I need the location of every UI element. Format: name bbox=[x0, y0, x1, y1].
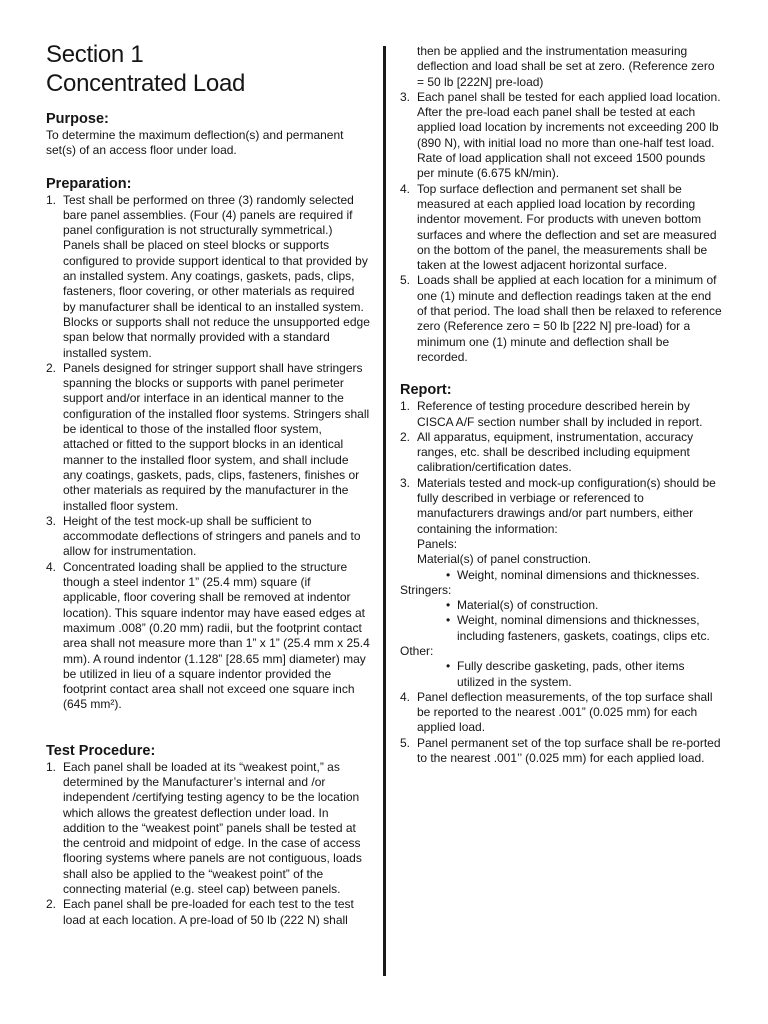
panels-label: Panels: bbox=[417, 536, 458, 551]
section-number: Section 1 bbox=[46, 41, 144, 68]
list-item-text: Each panel shall be loaded at its “weakest point,” as determined by the Manufacturer’s internal and /or independent /certifying testing agency to be the location which allows the greatest deflection under load. In addition to the “weakest point” panels shall be tested at the centroid and midpoint of edge. In the case of access flooring systems where panels are not contiguous, loads shall also be applied to the “weakest point” of the connecting material (e.g. steel cap) between panels. bbox=[63, 759, 362, 897]
list-item-text: Height of the test mock-up shall be sufficient to accommodate deflections of stringers and panels and to allow for instrumentation. bbox=[63, 513, 361, 559]
stringers-label: Stringers: bbox=[400, 582, 452, 597]
bullet-item: • Weight, nominal dimensions and thicknesses. bbox=[400, 568, 722, 583]
purpose-heading: Purpose: bbox=[46, 111, 109, 127]
preparation-list bbox=[46, 193, 370, 713]
list-item: 1. Each panel shall be loaded at its “weakest point,” as determined by the Manufacturer’s internal and /or independent /certifying testing agency to be the location which allows the greatest deflection under load. In addition to the “weakest point” panels shall be tested at the centroid and midpoint of edge. In the case of access flooring systems where panels are not contiguous, loads shall also be applied to the “weakest point” of the connecting material (e.g. steel cap) between panels. bbox=[46, 759, 362, 897]
list-item: 5. Loads shall be applied at each location for a minimum of one (1) minute and deflection readings taken at the end of that period. The load shall then be relaxed to reference zero (Reference zero = 50 lb [222 N] pre-load) for a minimum one (1) minute and deflection shall be recorded. bbox=[400, 273, 722, 364]
list-item: 4. Panel deflection measurements, of the top surface shall be reported to the nearest .001” (0.025 mm) for each applied load. bbox=[400, 689, 713, 735]
list-item: 3. Height of the test mock-up shall be sufficient to accommodate deflections of stringers and panels and to allow for instrumentation. bbox=[46, 513, 361, 559]
test-procedure-list bbox=[46, 760, 370, 928]
left-column bbox=[46, 0, 370, 928]
list-item-text: All apparatus, equipment, instrumentation, accuracy ranges, etc. shall be described including equipment calibration/certification dates. bbox=[417, 429, 694, 475]
materials-breakdown bbox=[400, 537, 722, 690]
bullet-item: • Weight, nominal dimensions and thicknesses, including fasteners, gaskets, coatings, clips etc. bbox=[400, 613, 722, 644]
purpose-text: To determine the maximum deflection(s) and permanent set(s) of an access floor under load. bbox=[46, 128, 344, 158]
list-item: 3. Each panel shall be tested for each applied load location. After the pre-load each panel shall be tested at each applied load location by increments not exceeding 200 lb (890 N), with initial load no more than one-half test load. Rate of load application shall not exceed 1500 pounds per minute (6.675 kN/min). bbox=[400, 89, 721, 181]
list-item-text: Panel deflection measurements, of the top surface shall be reported to the nearest .001” (0.025 mm) for each applied load. bbox=[417, 689, 713, 735]
column-divider bbox=[383, 46, 386, 976]
list-item: 5. Panel permanent set of the top surface shall be re-ported to the nearest .001’’ (0.025 mm) for each applied load. bbox=[400, 735, 721, 766]
list-item-text: Test shall be performed on three (3) randomly selected bare panel assemblies. (Four (4) panels are required if panel configuration is not structurally symmetrical.) Panels shall be placed on steel blocks or supports configured to provide support identical to that provided by an installed system. Any coatings, gaskets, pads, clips, fasteners, floor covering, or other materials as required by manufacturer shall be identical to an installed system. Blocks or supports shall not reduce the unsupported edge span below that normally provided with a standard installed system. bbox=[63, 192, 370, 360]
list-item-continued bbox=[400, 44, 722, 90]
list-item-text: Loads shall be applied at each location for a minimum of one (1) minute and deflection readings taken at the end of that period. The load shall then be relaxed to reference zero (Reference zero = 50 lb [222 N] pre-load) for a minimum one (1) minute and deflection shall be recorded. bbox=[417, 273, 722, 364]
list-item-text: Materials tested and mock-up configuration(s) should be fully described in verbiage or referenced to manufacturers drawings and/or part numbers, either containing the information: bbox=[417, 475, 716, 536]
report-heading: Report: bbox=[400, 382, 452, 399]
list-item: 4. Concentrated loading shall be applied to the structure though a steel indentor 1” (25.4 mm) square (if applicable, floor covering shall be removed at indentor location). This square indentor may have eased edges at maximum .008” (0.20 mm) radii, but the footprint contact area shall not measure more than 1” x 1” (25.4 mm x 25.4 mm). A round indentor (1.128” [28.65 mm] diameter) may be utilized in lieu of a square indentor provided the footprint contact area shall not exceed one square inch (645 mm²). bbox=[46, 559, 370, 712]
bullet-item: • Material(s) of construction. bbox=[400, 598, 722, 613]
list-item: 2. Panels designed for stringer support shall have stringers spanning the blocks or supports with panel perimeter support and/or interface in an identical manner to the configuration of the installed floor systems. Stringers shall be identical to those of the installed floor system, attached or fitted to the support blocks in an identical manner to the installed floor system, and shall include any coatings, gaskets, pads, clips, fasteners, finishes or other materials as required by the manufacturer in the installed floor system. bbox=[46, 360, 370, 513]
list-item: 3. Materials tested and mock-up configuration(s) should be fully described in verbiage or referenced to manufacturers drawings and/or part numbers, either containing the information: bbox=[400, 475, 716, 536]
list-item: 1. Test shall be performed on three (3) randomly selected bare panel assemblies. (Four (4) panels are required if panel configuration is not structurally symmetrical.) Panels shall be placed on steel blocks or supports configured to provide support identical to that provided by an installed system. Any coatings, gaskets, pads, clips, fasteners, floor covering, or other materials as required by manufacturer shall be identical to an installed system. Blocks or supports shall not reduce the unsupported edge span below that normally provided with a standard installed system. bbox=[46, 192, 370, 360]
panels-material: Material(s) of panel construction. bbox=[417, 552, 592, 567]
list-item: 4. Top surface deflection and permanent set shall be measured at each applied load location by recording indentor movement. For products with uneven bottom surfaces and where the deflection and set are measured on the bottom of the panel, the measurements shall be taken at the lowest adjacent horizontal surface. bbox=[400, 181, 717, 273]
right-column bbox=[400, 0, 722, 766]
list-item-text: Concentrated loading shall be applied to the structure though a steel indentor 1” (25.4 mm) square (if applicable, floor covering shall be removed at indentor location). This square indentor may have eased edges at maximum .008” (0.20 mm) radii, but the footprint contact area shall not measure more than 1” x 1” (25.4 mm x 25.4 mm). A round indentor (1.128” [28.65 mm] diameter) may be utilized in lieu of a square indentor provided the footprint contact area shall not exceed one square inch (645 mm²). bbox=[63, 559, 370, 712]
list-item-text: Each panel shall be tested for each applied load location. After the pre-load each panel shall be tested at each applied load location by increments not exceeding 200 lb (890 N), with initial load no more than one-half test load. Rate of load application shall not exceed 1500 pounds per minute (6.675 kN/min). bbox=[417, 89, 721, 181]
other-label: Other: bbox=[400, 643, 434, 658]
list-item: 1. Reference of testing procedure described herein by CISCA A/F section number shall by included in report. bbox=[400, 399, 703, 429]
page-title: Concentrated Load bbox=[46, 70, 246, 97]
list-item: 2. Each panel shall be pre-loaded for each test to the test load at each location. A pre-load of 50 lb (222 N) shall bbox=[46, 897, 354, 927]
test-procedure-heading: Test Procedure: bbox=[46, 742, 156, 759]
list-item: 2. All apparatus, equipment, instrumentation, accuracy ranges, etc. shall be described including equipment calibration/certification dates. bbox=[400, 429, 694, 475]
list-item-text: Reference of testing procedure described herein by CISCA A/F section number shall by included in report. bbox=[417, 399, 703, 429]
list-item-text: Panel permanent set of the top surface shall be re-ported to the nearest .001’’ (0.025 mm) for each applied load. bbox=[417, 735, 721, 766]
test-procedure-list-continued bbox=[400, 44, 722, 365]
report-list-continued bbox=[400, 690, 722, 766]
report-list bbox=[400, 399, 722, 537]
list-item-text: then be applied and the instrumentation measuring deflection and load shall be set at zero. (Reference zero = 50 lb [222N] pre-load) bbox=[417, 44, 715, 89]
list-item-text: Top surface deflection and permanent set shall be measured at each applied load location by recording indentor movement. For products with uneven bottom surfaces and where the deflection and set are measured on the bottom of the panel, the measurements shall be taken at the lowest adjacent horizontal surface. bbox=[417, 181, 717, 273]
preparation-heading: Preparation: bbox=[46, 175, 132, 192]
bullet-item: • Fully describe gasketing, pads, other items utilized in the system. bbox=[400, 659, 722, 690]
list-item-text: Panels designed for stringer support shall have stringers spanning the blocks or supports with panel perimeter support and/or interface in an identical manner to the configuration of the installed floor systems. Stringers shall be identical to those of the installed floor system, attached or fitted to the support blocks in an identical manner to the installed floor system, and shall include any coatings, gaskets, pads, clips, fasteners, finishes or other materials as required by the manufacturer in the installed floor system. bbox=[63, 360, 370, 513]
list-item-text: Each panel shall be pre-loaded for each test to the test load at each location. A pre-load of 50 lb (222 N) shall bbox=[63, 897, 354, 927]
